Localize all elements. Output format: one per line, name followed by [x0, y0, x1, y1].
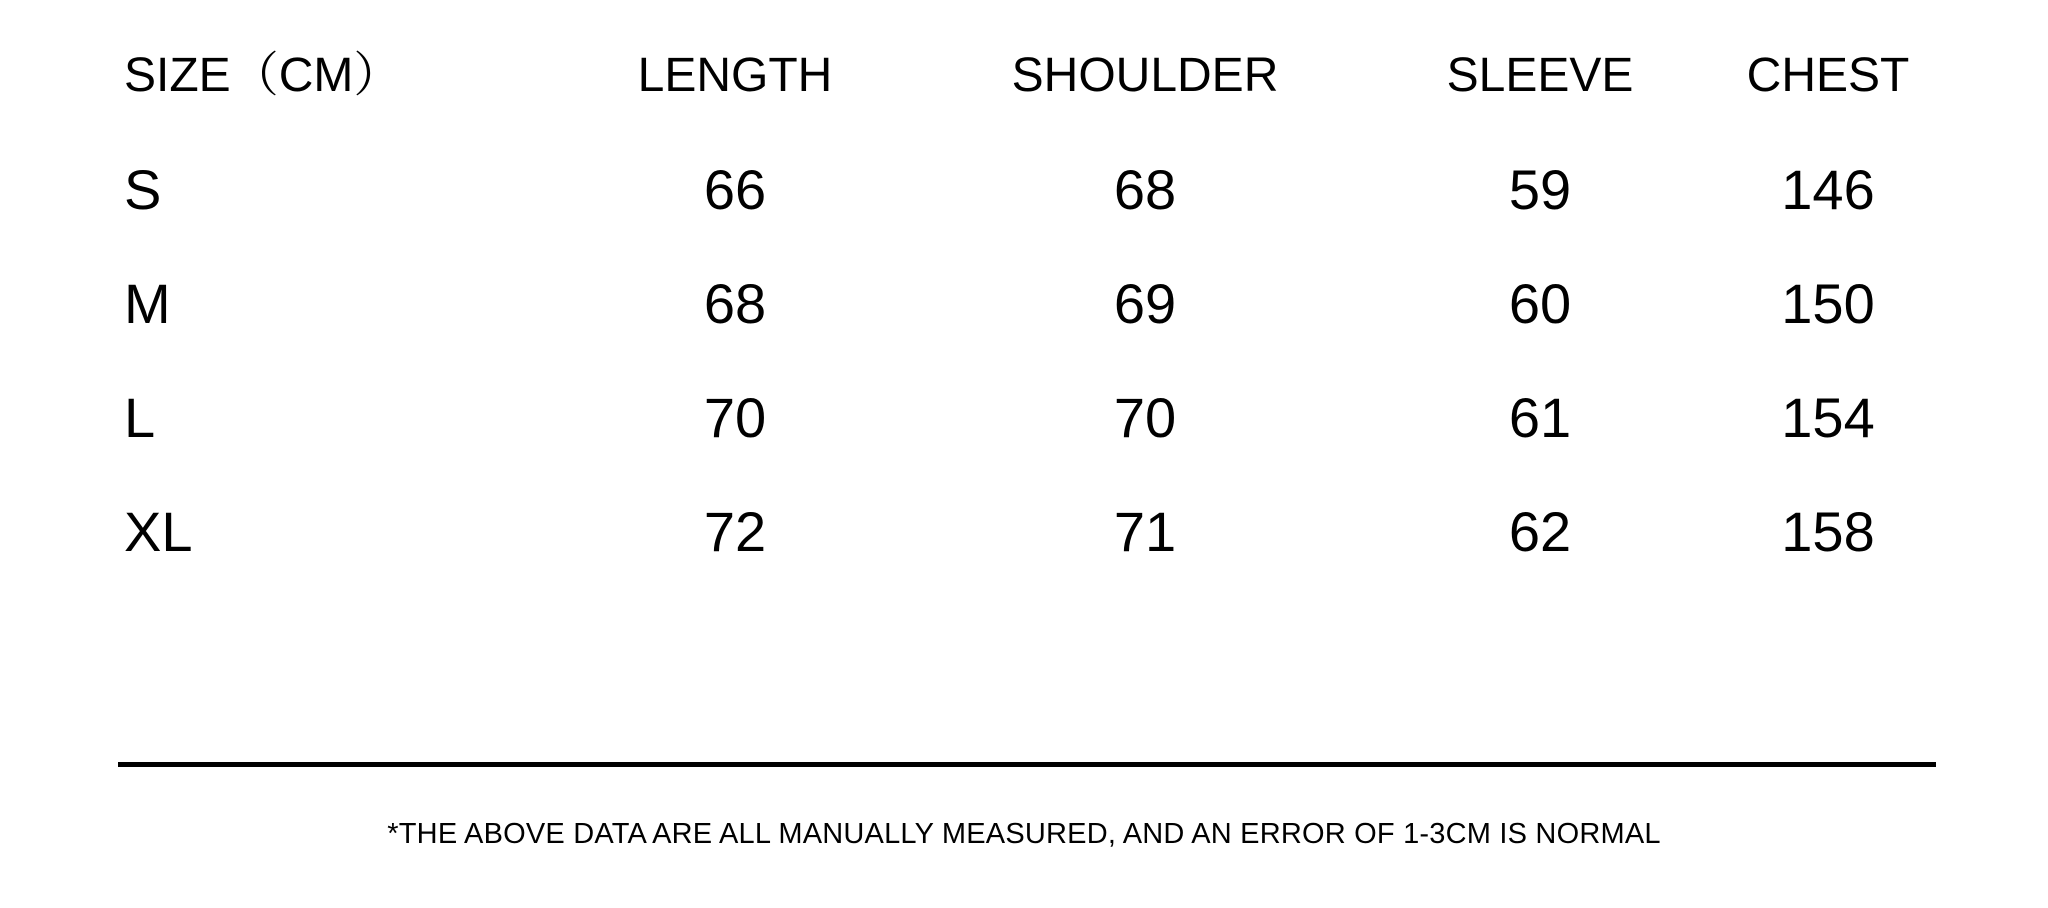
cell-chest: 146 — [1781, 158, 1875, 221]
cell-length: 72 — [703, 500, 767, 563]
cell-size: L — [124, 386, 156, 449]
cell-sleeve: 59 — [1508, 158, 1572, 221]
cell-length: 68 — [703, 272, 767, 335]
table-row — [120, 248, 1936, 362]
cell-size: S — [124, 158, 162, 221]
cell-chest: 158 — [1781, 500, 1875, 563]
column-header-sleeve: SLEEVE — [1446, 49, 1634, 102]
cell-size: M — [124, 272, 171, 335]
cell-shoulder: 68 — [1113, 158, 1177, 221]
table-header — [120, 30, 1936, 134]
horizontal-divider — [118, 762, 1936, 767]
size-chart-table — [120, 30, 1936, 590]
cell-chest: 150 — [1781, 272, 1875, 335]
table-header-row — [120, 30, 1936, 134]
cell-chest: 154 — [1781, 386, 1875, 449]
measurement-disclaimer: *THE ABOVE DATA ARE ALL MANUALLY MEASURED, AND AN ERROR OF 1-3CM IS NORMAL — [387, 818, 1661, 850]
column-header-chest: CHEST — [1746, 49, 1910, 102]
cell-size: XL — [124, 500, 193, 563]
table-row — [120, 362, 1936, 476]
cell-sleeve: 62 — [1508, 500, 1572, 563]
cell-shoulder: 70 — [1113, 386, 1177, 449]
cell-length: 66 — [703, 158, 767, 221]
column-header-length: LENGTH — [637, 49, 833, 102]
cell-length: 70 — [703, 386, 767, 449]
table-row — [120, 134, 1936, 248]
cell-shoulder: 69 — [1113, 272, 1177, 335]
cell-sleeve: 61 — [1508, 386, 1572, 449]
cell-sleeve: 60 — [1508, 272, 1572, 335]
cell-shoulder: 71 — [1113, 500, 1177, 563]
table-body — [120, 134, 1936, 590]
column-header-size: SIZE（CM） — [124, 49, 402, 102]
table-row — [120, 476, 1936, 590]
column-header-shoulder: SHOULDER — [1011, 49, 1279, 102]
